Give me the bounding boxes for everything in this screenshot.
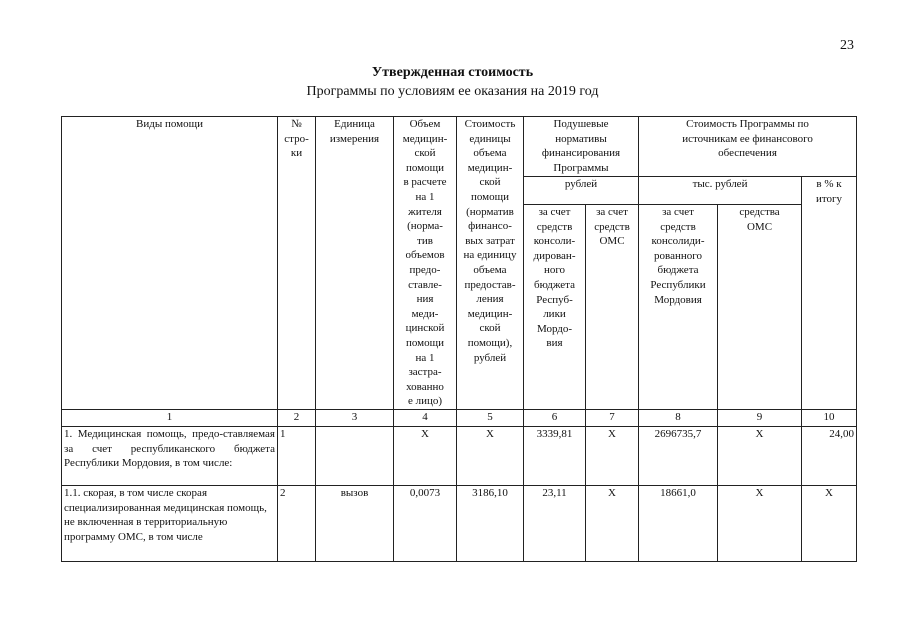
column-number: 5 <box>457 410 524 427</box>
table-row <box>62 486 857 562</box>
document-subtitle: Программы по условиям ее оказания на 2019 год <box>306 84 599 99</box>
column-number: 7 <box>586 410 639 427</box>
row-description: 1. Медицинская помощь, предо-ставляемая за счет республиканского бюджета Республики Мордовия, в том числе: <box>62 427 278 486</box>
header-volume: Объем медицин- ской помощи в расчете на 1 жителя (норма- тив объемов предо- ставле- ния меди- цинской помощи на 1 застра- хованно е лицо) <box>394 117 457 410</box>
row-number: 2 <box>278 486 316 562</box>
column-number: 8 <box>639 410 718 427</box>
column-number: 3 <box>316 410 394 427</box>
header-per-capita: Подушевые нормативы финансирования Программы <box>524 117 639 177</box>
header-percent: в % к итогу <box>802 177 857 410</box>
header-unit-cost: Стоимость единицы объема медицин- ской помощи (норматив финансо- вых затрат на единицу объема предостав- ления медицин- ской помощи), рублей <box>457 117 524 410</box>
column-number: 2 <box>278 410 316 427</box>
header-row-number: № стро- ки <box>278 117 316 410</box>
header-tys-budget: за счет средств консолиди- рованного бюджета Республики Мордовия <box>639 205 718 410</box>
row-volume: X <box>394 427 457 486</box>
row-volume: 0,0073 <box>394 486 457 562</box>
row-unit-cost: X <box>457 427 524 486</box>
column-number: 6 <box>524 410 586 427</box>
row-rub-oms: X <box>586 427 639 486</box>
header-vidy-pomoshchi: Виды помощи <box>62 117 278 410</box>
row-percent: X <box>802 486 857 562</box>
row-number: 1 <box>278 427 316 486</box>
column-number: 1 <box>62 410 278 427</box>
header-rublei: рублей <box>524 177 639 205</box>
document-title: Утвержденная стоимость <box>371 65 534 80</box>
row-rub-budget: 23,11 <box>524 486 586 562</box>
header-program-cost: Стоимость Программы по источникам ее финансового обеспечения <box>639 117 857 177</box>
row-tys-oms: X <box>718 427 802 486</box>
header-unit: Единица измерения <box>316 117 394 410</box>
row-rub-budget: 3339,81 <box>524 427 586 486</box>
row-rub-oms: X <box>586 486 639 562</box>
row-percent: 24,00 <box>802 427 857 486</box>
row-tys-oms: X <box>718 486 802 562</box>
header-rub-budget: за счет средств консоли- дирован- ного бюджета Респуб- лики Мордо- вия <box>524 205 586 410</box>
page-number: 23 <box>840 38 854 53</box>
header-tys-rublei: тыс. рублей <box>639 177 802 205</box>
row-tys-budget: 2696735,7 <box>639 427 718 486</box>
row-unit-cost: 3186,10 <box>457 486 524 562</box>
row-unit <box>316 427 394 486</box>
column-number: 10 <box>802 410 857 427</box>
column-number: 9 <box>718 410 802 427</box>
table-row <box>62 427 857 486</box>
row-unit: вызов <box>316 486 394 562</box>
row-description: 1.1. скорая, в том числе скорая специализированная медицинская помощь, не включенная в территориальную программу ОМС, в том числе <box>62 486 278 562</box>
column-number: 4 <box>394 410 457 427</box>
column-number-row <box>62 410 857 427</box>
header-tys-oms: средства ОМС <box>718 205 802 410</box>
cost-table <box>61 116 857 562</box>
row-tys-budget: 18661,0 <box>639 486 718 562</box>
header-rub-oms: за счет средств ОМС <box>586 205 639 410</box>
